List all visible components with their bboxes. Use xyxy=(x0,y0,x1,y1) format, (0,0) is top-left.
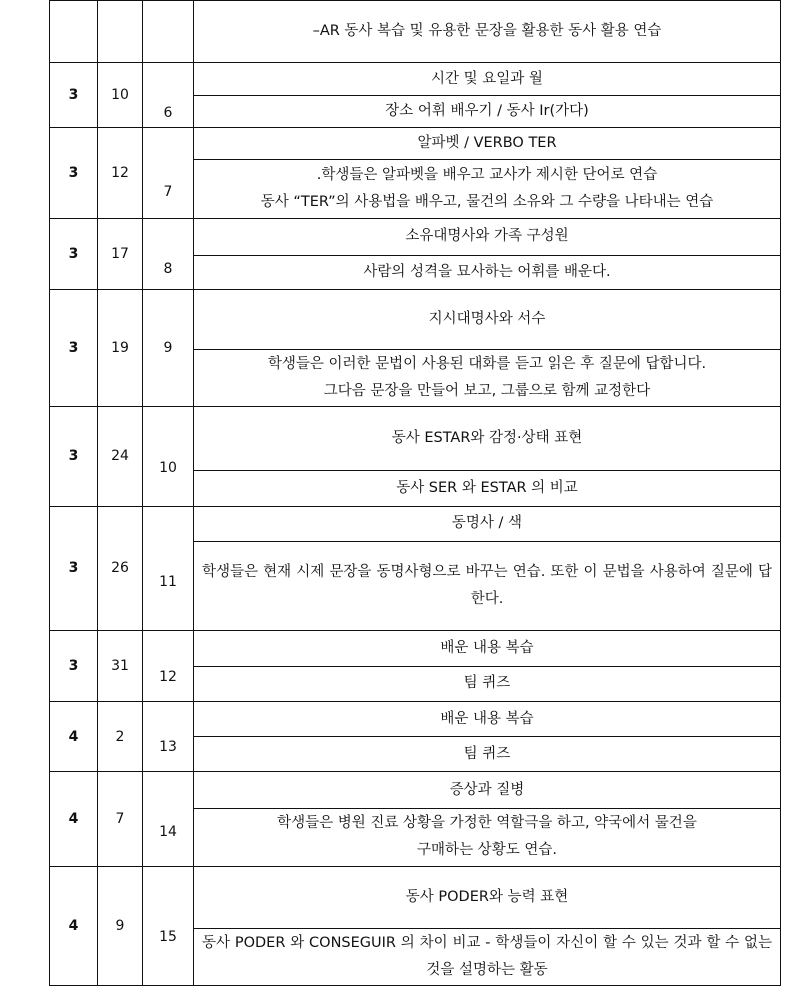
lesson-activity: 동사 PODER 와 CONSEGUIR 의 차이 비교 - 학생들이 자신이 할 수 있는 것과 할 수 없는 것을 설명하는 활동 xyxy=(194,929,781,986)
month-cell: 3 xyxy=(50,631,98,702)
month-cell: 3 xyxy=(50,218,98,289)
month-cell: 3 xyxy=(50,127,98,218)
month-cell: 4 xyxy=(50,772,98,867)
day-cell: 7 xyxy=(98,772,143,867)
week-cell: 9 xyxy=(143,289,194,406)
lesson-activity: 학생들은 현재 시제 문장을 동명사형으로 바꾸는 연습. 또한 이 문법을 사용하여 질문에 답한다. xyxy=(194,541,781,631)
lesson-topic: 시간 및 요일과 월 xyxy=(194,63,781,95)
day-cell: 2 xyxy=(98,701,143,772)
lesson-topic: 소유대명사와 가족 구성원 xyxy=(194,218,781,255)
day-cell: 9 xyxy=(98,867,143,986)
lesson-topic: 배운 내용 복습 xyxy=(194,701,781,736)
lesson-topic: 알파벳 / VERBO TER xyxy=(194,127,781,159)
month-cell: 3 xyxy=(50,506,98,631)
table-row xyxy=(50,867,781,929)
week-cell: 8 xyxy=(143,218,194,289)
week-cell: 7 xyxy=(143,127,194,218)
lesson-activity: 팀 퀴즈 xyxy=(194,737,781,772)
week-cell: 10 xyxy=(143,406,194,506)
lesson-activity: 사람의 성격을 묘사하는 어휘를 배운다. xyxy=(194,255,781,289)
table-row xyxy=(50,127,781,159)
lesson-topic: 지시대명사와 서수 xyxy=(194,289,781,349)
lesson-topic: 증상과 질병 xyxy=(194,772,781,808)
day-cell xyxy=(98,1,143,63)
week-cell: 12 xyxy=(143,631,194,702)
month-cell: 3 xyxy=(50,63,98,127)
lesson-activity: 학생들은 이러한 문법이 사용된 대화를 듣고 읽은 후 질문에 답합니다. 그다음 문장을 만들어 보고, 그룹으로 함께 교정한다 xyxy=(194,350,781,406)
day-cell: 10 xyxy=(98,63,143,127)
lesson-activity: 팀 퀴즈 xyxy=(194,666,781,701)
table-row xyxy=(50,631,781,666)
day-cell: 31 xyxy=(98,631,143,702)
week-cell: 13 xyxy=(143,701,194,772)
lesson-topic: 동사 ESTAR와 감정·상태 표현 xyxy=(194,406,781,470)
lesson-topic: 동사 PODER와 능력 표현 xyxy=(194,867,781,929)
week-cell xyxy=(143,1,194,63)
day-cell: 26 xyxy=(98,506,143,631)
table-row xyxy=(50,406,781,470)
lesson-topic: 배운 내용 복습 xyxy=(194,631,781,666)
week-cell: 6 xyxy=(143,63,194,127)
month-cell: 3 xyxy=(50,406,98,506)
day-cell: 17 xyxy=(98,218,143,289)
week-cell: 15 xyxy=(143,867,194,986)
month-cell: 3 xyxy=(50,289,98,406)
lesson-activity: 동사 SER 와 ESTAR 의 비교 xyxy=(194,471,781,506)
lesson-activity: 학생들은 병원 진료 상황을 가정한 역할극을 하고, 약국에서 물건을 구매하는 상황도 연습. xyxy=(194,808,781,866)
lesson-topic: 동명사 / 색 xyxy=(194,506,781,541)
day-cell: 19 xyxy=(98,289,143,406)
day-cell: 24 xyxy=(98,406,143,506)
table-row xyxy=(50,289,781,349)
week-cell: 11 xyxy=(143,506,194,631)
month-cell xyxy=(50,1,98,63)
lesson-activity: 장소 어휘 배우기 / 동사 Ir(가다) xyxy=(194,95,781,127)
month-cell: 4 xyxy=(50,867,98,986)
table-row xyxy=(50,218,781,255)
month-cell: 4 xyxy=(50,701,98,772)
table-row xyxy=(50,1,781,63)
week-cell: 14 xyxy=(143,772,194,867)
table-row xyxy=(50,701,781,736)
lesson-content: –AR 동사 복습 및 유용한 문장을 활용한 동사 활용 연습 xyxy=(194,1,781,63)
day-cell: 12 xyxy=(98,127,143,218)
schedule-table xyxy=(49,0,781,986)
table-row xyxy=(50,772,781,808)
table-row xyxy=(50,506,781,541)
table-row xyxy=(50,63,781,95)
lesson-activity: .학생들은 알파벳을 배우고 교사가 제시한 단어로 연습 동사 “TER”의 사용법을 배우고, 물건의 소유와 그 수량을 나타내는 연습 xyxy=(194,160,781,218)
